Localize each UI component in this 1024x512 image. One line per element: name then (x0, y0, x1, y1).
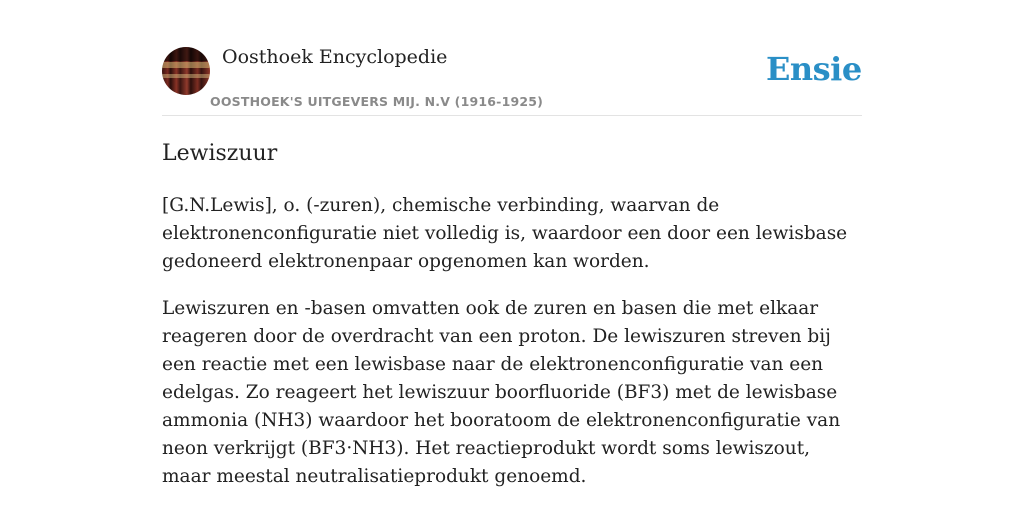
article-title: Lewiszuur (162, 141, 278, 166)
avatar-shade (162, 47, 210, 61)
header-divider (162, 115, 862, 116)
avatar-book-band (162, 62, 210, 68)
article-paragraph: [G.N.Lewis], o. (-zuren), chemische verbinding, waarvan de elektronenconfiguratie niet volledig is, waardoor een door een lewisbase gedoneerd elektronenpaar opgenomen kan worden. (162, 195, 848, 272)
encyclopedia-books-avatar[interactable] (162, 47, 210, 95)
ensie-logo[interactable]: Ensie (766, 50, 862, 88)
source-title[interactable]: Oosthoek Encyclopedie (222, 46, 448, 68)
article-paragraph: Lewiszuren en -basen omvatten ook de zuren en basen die met elkaar reageren door de overdracht van een proton. De lewiszuren streven bij een reactie met een lewisbase naar de elektronenconfiguratie van een edelgas. Zo reageert het lewiszuur boorfluoride (BF3) met de lewisbase ammonia (NH3) waardoor het booratoom de elektronenconfiguratie van neon verkrijgt (BF3·NH3). Het reactieprodukt wordt soms lewiszout, maar meestal neutralisatieprodukt genoemd. (162, 298, 841, 487)
avatar-book-band (162, 74, 210, 78)
publisher-subtitle: OOSTHOEK'S UITGEVERS MIJ. N.V (1916-1925) (210, 94, 544, 109)
